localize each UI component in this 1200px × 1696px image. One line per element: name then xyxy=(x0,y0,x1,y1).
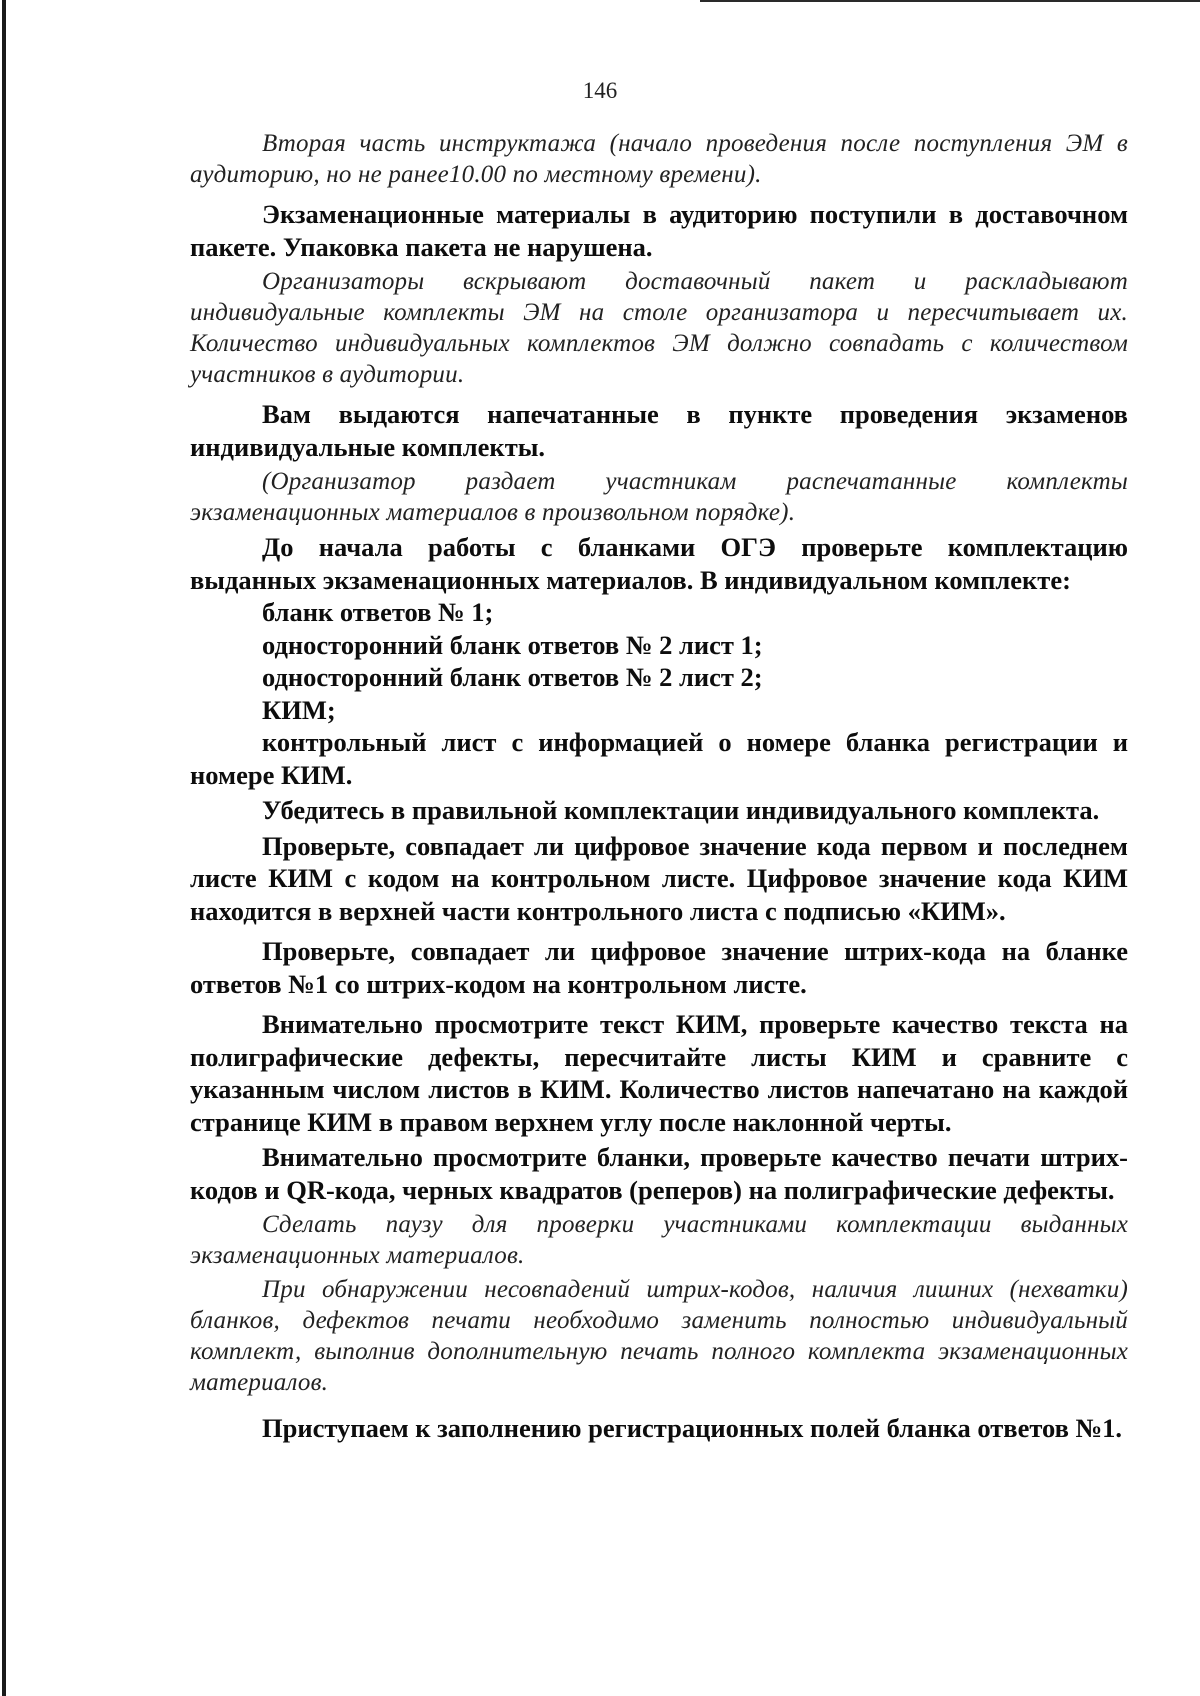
instruction-part-two-note: Вторая часть инструктажа (начало проведения после поступления ЭМ в аудиторию, но не ранее10.00 по местному времени). xyxy=(190,130,1128,188)
check-kit-instruction: До начала работы с бланками ОГЭ проверьте комплектацию выданных экзаменационных материалов. В индивидуальном комплекте: xyxy=(190,532,1128,595)
organizer-distributes-note: (Организатор раздает участникам распечатанные комплекты экзаменационных материалов в произвольном порядке). xyxy=(190,468,1128,526)
review-kim-text-instruction: Внимательно просмотрите текст КИМ, проверьте качество текста на полиграфические дефекты, пересчитайте листы КИМ и сравните с указанным числом листов в КИМ. Количество листов напечатано на каждой странице КИМ в правом верхнем углу после наклонной черты. xyxy=(190,1009,1128,1137)
kit-item-answer-sheet-2-page-1: односторонний бланк ответов № 2 лист 1; xyxy=(262,629,763,660)
kit-item-kim: КИМ; xyxy=(262,694,336,725)
scan-edge-left xyxy=(2,0,6,1696)
pause-for-check-note: Сделать паузу для проверки участниками комплектации выданных экзаменационных материалов. xyxy=(190,1211,1128,1269)
scan-edge-top xyxy=(700,0,1200,2)
check-barcode-instruction: Проверьте, совпадает ли цифровое значение штрих-кода на бланке ответов №1 со штрих-кодом на контрольном листе. xyxy=(190,936,1128,999)
document-body xyxy=(190,128,1128,1445)
check-kim-code-instruction: Проверьте, совпадает ли цифровое значение кода первом и последнем листе КИМ с кодом на контрольном листе. Цифровое значение кода КИМ находится в верхней части контрольного листа с подписью «КИМ». xyxy=(190,830,1128,926)
review-forms-instruction: Внимательно просмотрите бланки, проверьте качество печати штрих-кодов и QR-кода, черных квадратов (реперов) на полиграфические дефекты. xyxy=(190,1142,1128,1205)
verify-kit-statement: Убедитесь в правильной комплектации индивидуального комплекта. xyxy=(262,795,1100,825)
kit-item-answer-sheet-1: бланк ответов № 1; xyxy=(262,597,494,627)
start-registration-fields-statement: Приступаем к заполнению регистрационных полей бланка ответов №1. xyxy=(262,1413,1123,1443)
materials-received-statement: Экзаменационные материалы в аудиторию поступили в доставочном пакете. Упаковка пакета не нарушена. xyxy=(190,199,1128,262)
organizers-open-package-note: Организаторы вскрывают доставочный пакет и раскладывают индивидуальные комплекты ЭМ на столе организатора и пересчитывает их. Количество индивидуальных комплектов ЭМ должно совпадать с количеством участников в аудитории. xyxy=(190,268,1128,388)
kit-item-control-sheet: контрольный лист с информацией о номере бланка регистрации и номере КИМ. xyxy=(190,727,1128,790)
kit-item-answer-sheet-2-page-2: односторонний бланк ответов № 2 лист 2; xyxy=(262,662,763,692)
page-number: 146 xyxy=(582,78,618,103)
replace-kit-on-defects-note: При обнаружении несовпадений штрих-кодов, наличия лишних (нехватки) бланков, дефектов печати необходимо заменить полностью индивидуальный комплект, выполнив дополнительную печать полного комплекта экзаменационных материалов. xyxy=(190,1276,1128,1396)
kits-issued-statement: Вам выдаются напечатанные в пункте проведения экзаменов индивидуальные комплекты. xyxy=(190,399,1128,462)
